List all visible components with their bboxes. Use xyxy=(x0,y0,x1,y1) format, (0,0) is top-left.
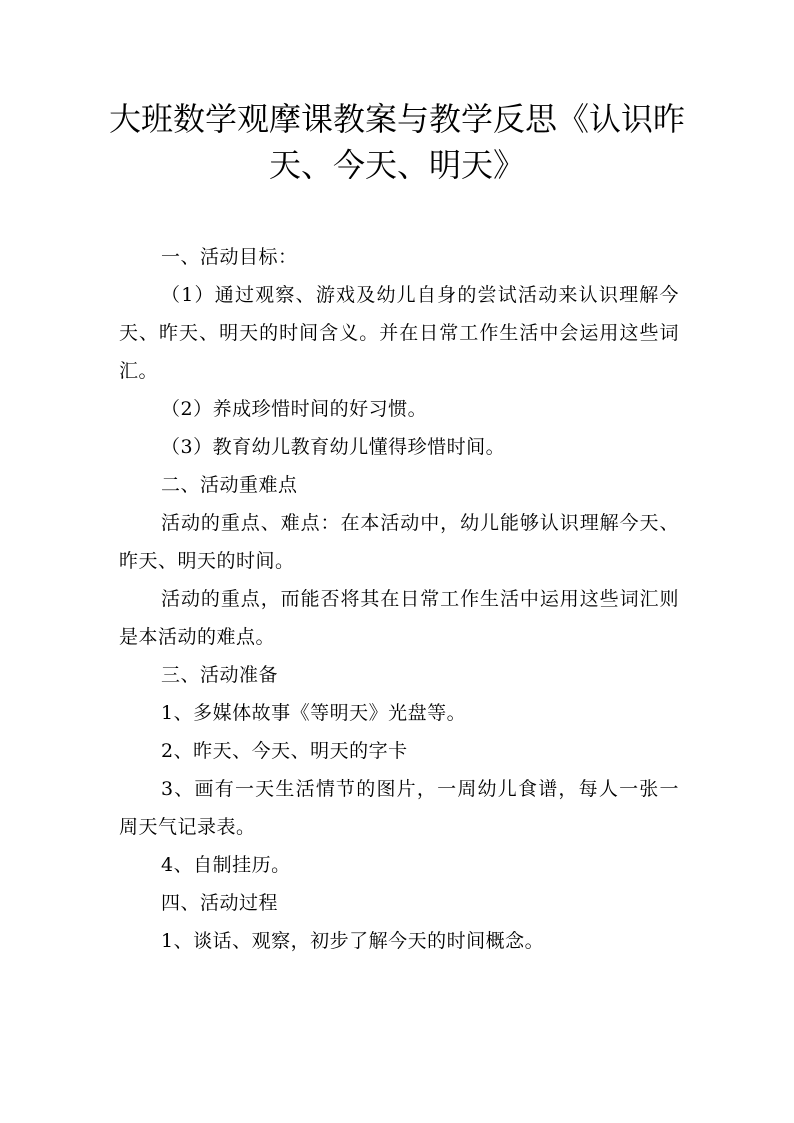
key-difficulty-paragraph-2: 活动的重点，而能否将其在日常工作生活中运用这些词汇则是本活动的难点。 xyxy=(119,588,679,648)
process-item-1: 1、谈话、观察，初步了解今天的时间概念。 xyxy=(161,930,545,952)
heading-key-difficulties: 二、活动重难点 xyxy=(161,474,298,496)
goal-item-1: （1）通过观察、游戏及幼儿自身的尝试活动来认识理解今天、昨天、明天的时间含义。并在日常工作生活中会运用这些词汇。 xyxy=(119,284,679,382)
key-difficulty-paragraph-1: 活动的重点、难点：在本活动中，幼儿能够认识理解今天、昨天、明天的时间。 xyxy=(119,512,679,572)
preparation-item-4: 4、自制挂历。 xyxy=(161,854,291,876)
preparation-item-3: 3、画有一天生活情节的图片，一周幼儿食谱，每人一张一周天气记录表。 xyxy=(119,778,679,838)
heading-preparation: 三、活动准备 xyxy=(161,664,279,686)
goal-item-2: （2）养成珍惜时间的好习惯。 xyxy=(161,398,428,420)
document-title: 大班数学观摩课教案与教学反思《认识昨天、今天、明天》 xyxy=(108,100,685,184)
preparation-item-2: 2、昨天、今天、明天的字卡 xyxy=(161,740,408,762)
document-body xyxy=(119,238,679,960)
heading-activity-process: 四、活动过程 xyxy=(161,892,279,914)
preparation-item-1: 1、多媒体故事《等明天》光盘等。 xyxy=(161,702,467,724)
heading-activity-goals: 一、活动目标： xyxy=(161,246,298,268)
goal-item-3: （3）教育幼儿教育幼儿懂得珍惜时间。 xyxy=(161,436,506,458)
